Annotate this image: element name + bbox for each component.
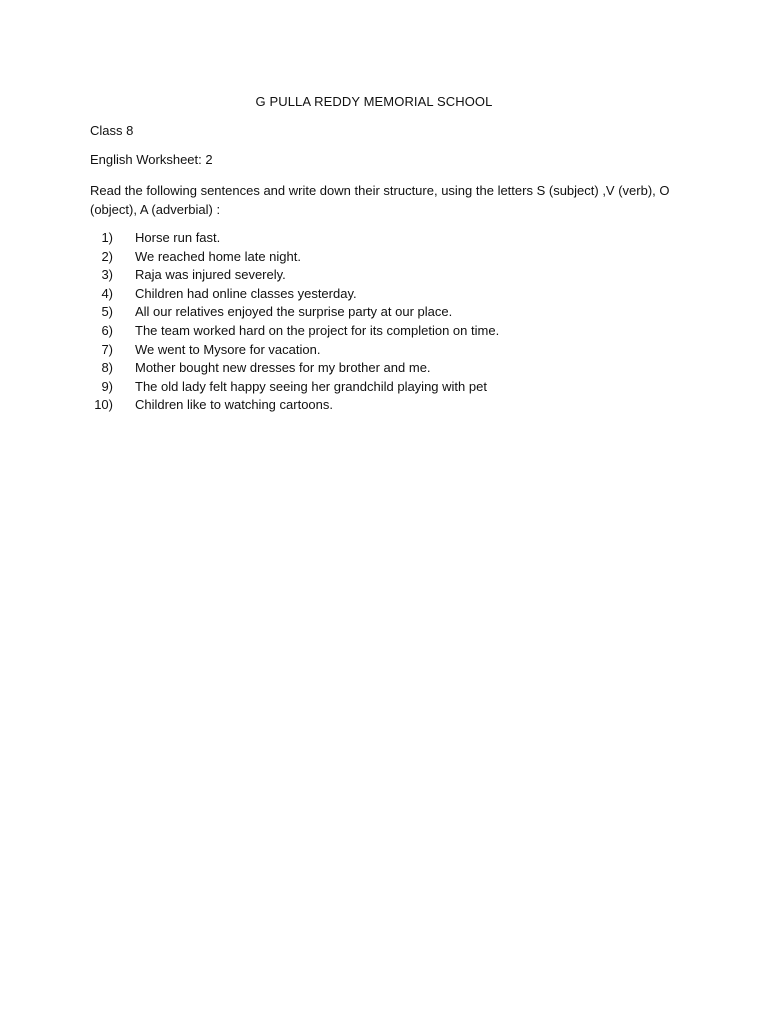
list-item [90, 359, 499, 378]
item-text: Raja was injured severely. [135, 267, 286, 283]
item-number: 8) [101, 360, 113, 376]
item-number: 4) [101, 285, 113, 301]
worksheet-label: English Worksheet: 2 [90, 152, 213, 167]
school-title: G PULLA REDDY MEMORIAL SCHOOL [255, 94, 493, 109]
item-number: 9) [101, 378, 113, 394]
item-text: Children had online classes yesterday. [135, 285, 357, 301]
item-number: 5) [101, 304, 113, 320]
item-number: 10) [94, 397, 113, 413]
item-text: Children like to watching cartoons. [135, 397, 333, 413]
item-number: 2) [101, 248, 113, 264]
class-label: Class 8 [90, 123, 134, 138]
item-number: 6) [101, 322, 113, 338]
item-number: 3) [101, 267, 113, 283]
item-text: We went to Mysore for vacation. [135, 341, 321, 357]
list-item [90, 322, 499, 341]
list-item [90, 378, 499, 397]
item-text: We reached home late night. [135, 248, 301, 264]
list-item [90, 248, 499, 267]
list-item [90, 341, 499, 360]
list-item [90, 285, 499, 304]
item-number: 7) [101, 341, 113, 357]
list-item [90, 229, 499, 248]
item-text: Horse run fast. [135, 230, 221, 245]
list-item [90, 266, 499, 285]
item-text: All our relatives enjoyed the surprise party at our place. [135, 304, 453, 320]
list-item [90, 303, 499, 322]
item-text: The team worked hard on the project for its completion on time. [135, 322, 500, 338]
sentence-list [90, 229, 499, 415]
item-text: Mother bought new dresses for my brother and me. [135, 360, 431, 376]
instructions-paragraph: Read the following sentences and write down their structure, using the letters S (subject) ,V (verb), O (object), A (adverbial) : [90, 183, 670, 217]
item-text: The old lady felt happy seeing her grandchild playing with pet [135, 378, 487, 394]
item-number: 1) [101, 230, 113, 245]
list-item [90, 396, 499, 415]
